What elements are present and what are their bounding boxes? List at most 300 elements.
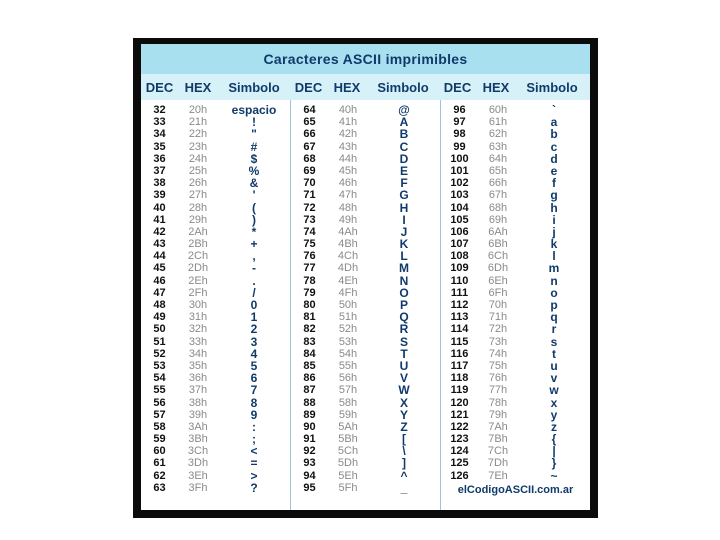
sym-cell: / — [252, 285, 256, 300]
dec-cell: 92 — [303, 445, 316, 458]
hex-cell: 20h — [188, 104, 208, 116]
hex-cell: 52h — [338, 323, 358, 336]
dec-cell: 76 — [303, 250, 316, 263]
hex-cell: 79h — [488, 408, 508, 421]
hex-cell: 40h — [338, 104, 358, 116]
dec-cell: 51 — [153, 335, 166, 348]
sym-cell: O — [399, 285, 409, 300]
hex-cell: 59h — [338, 408, 358, 421]
sym-cell: K — [399, 237, 409, 252]
dec-cell: 74 — [303, 225, 316, 238]
dec-cell: 46 — [153, 274, 166, 287]
hex-cell: 2Eh — [188, 274, 208, 287]
sym-cell: < — [250, 444, 258, 459]
hex-cell: 22h — [188, 128, 208, 141]
sym-cell: b — [550, 127, 558, 142]
dec-cell: 47 — [153, 286, 166, 299]
hex-cell: 31h — [188, 311, 208, 324]
dec-cell: 33 — [153, 116, 166, 129]
sym-cell: N — [399, 273, 409, 288]
hex-cell: 64h — [488, 152, 508, 165]
hex-cell: 36h — [188, 372, 208, 385]
dec-cell: 89 — [303, 408, 316, 421]
hex-cell: 34h — [188, 347, 208, 360]
dec-cell: 53 — [153, 359, 166, 372]
dec-cell: 108 — [450, 250, 469, 263]
dec-cell: 91 — [303, 433, 316, 446]
dec-cell: 117 — [450, 359, 469, 372]
hex-cell: 72h — [488, 323, 508, 336]
hex-cell: 33h — [188, 335, 208, 348]
sym-cell: ^ — [400, 468, 408, 483]
hex-cell: 67h — [488, 189, 508, 202]
sym-cell: F — [400, 176, 408, 191]
sym-cell: o — [550, 285, 558, 300]
dec-cell: 79 — [303, 286, 316, 299]
sym-cell: + — [250, 237, 258, 252]
dec-cell: 45 — [153, 262, 166, 275]
hex-cell: 76h — [488, 372, 508, 385]
sym-cell: V — [399, 371, 408, 386]
sym-cell: , — [252, 249, 256, 264]
header-simbolo: Simbolo — [377, 79, 429, 95]
dec-cell: 34 — [153, 128, 166, 141]
symbol-column — [518, 100, 590, 510]
sym-cell: q — [550, 310, 558, 325]
hex-cell: 45h — [338, 164, 358, 177]
sym-cell: J — [400, 224, 408, 239]
sym-cell: & — [249, 176, 259, 191]
dec-column — [441, 100, 478, 510]
header-simbolo: Simbolo — [526, 79, 578, 95]
sym-cell: * — [251, 224, 257, 239]
hex-cell: 57h — [338, 384, 358, 397]
table-band-1 — [141, 100, 290, 510]
hex-cell: 38h — [188, 396, 208, 409]
sym-cell: } — [551, 456, 557, 471]
hex-cell: 3Fh — [188, 481, 208, 494]
hex-cell: 63h — [488, 140, 508, 153]
dec-cell: 113 — [450, 311, 469, 324]
hex-cell: 68h — [488, 201, 508, 214]
sym-cell: 1 — [250, 310, 258, 325]
hex-column — [478, 100, 518, 510]
sym-cell: a — [550, 115, 558, 130]
sym-cell: $ — [250, 151, 258, 166]
dec-cell: 50 — [153, 323, 166, 336]
dec-cell: 126 — [450, 469, 469, 482]
dec-cell: 83 — [303, 335, 316, 348]
hex-cell: 49h — [338, 213, 358, 226]
sym-cell: . — [252, 273, 256, 288]
sym-cell: j — [552, 224, 556, 239]
hex-cell: 37h — [188, 384, 208, 397]
sym-cell: @ — [398, 103, 410, 117]
sym-cell: 8 — [250, 395, 258, 410]
hex-cell: 61h — [488, 116, 508, 129]
column-header-row — [141, 74, 590, 100]
dec-cell: 32 — [153, 104, 166, 116]
sym-cell: ' — [252, 188, 256, 203]
sym-cell: k — [550, 237, 558, 252]
hex-cell: 4Dh — [337, 262, 359, 275]
dec-cell: 68 — [303, 152, 316, 165]
dec-cell: 104 — [450, 201, 469, 214]
hex-cell: 25h — [188, 164, 208, 177]
sym-cell: r — [551, 322, 557, 337]
sym-cell: v — [550, 371, 558, 386]
sym-cell: ? — [250, 480, 258, 495]
dec-cell: 70 — [303, 177, 316, 190]
hex-cell: 46h — [338, 177, 358, 190]
hex-cell: 4Eh — [338, 274, 358, 287]
dec-cell: 64 — [303, 104, 316, 116]
dec-cell: 82 — [303, 323, 316, 336]
sym-cell: H — [399, 200, 409, 215]
sym-cell: = — [250, 456, 258, 471]
hex-cell: 2Ch — [187, 250, 209, 263]
hex-cell: 7Ah — [488, 420, 508, 433]
sym-cell: \ — [402, 444, 406, 459]
hex-cell: 35h — [188, 359, 208, 372]
sym-cell: i — [552, 212, 556, 227]
hex-cell: 5Eh — [338, 469, 358, 482]
dec-cell: 87 — [303, 384, 316, 397]
dec-cell: 85 — [303, 359, 316, 372]
sym-cell: : — [252, 419, 256, 434]
dec-cell: 41 — [153, 213, 166, 226]
dec-cell: 95 — [303, 481, 316, 494]
sym-cell: U — [399, 358, 409, 373]
dec-cell: 58 — [153, 420, 166, 433]
header-dec: DEC — [145, 79, 174, 95]
hex-cell: 71h — [488, 311, 508, 324]
hex-cell: 7Eh — [488, 469, 508, 482]
sym-cell: 7 — [250, 383, 258, 398]
sym-cell: - — [252, 261, 256, 276]
sym-cell: % — [248, 163, 260, 178]
dec-cell: 121 — [450, 408, 469, 421]
dec-cell: 93 — [303, 457, 316, 470]
sym-cell: ( — [252, 200, 256, 215]
dec-cell: 94 — [303, 469, 316, 482]
dec-cell: 102 — [450, 177, 469, 190]
hex-cell: 69h — [488, 213, 508, 226]
dec-cell: 55 — [153, 384, 166, 397]
dec-cell: 63 — [153, 481, 166, 494]
hex-cell: 51h — [338, 311, 358, 324]
dec-cell: 88 — [303, 396, 316, 409]
hex-cell: 5Bh — [338, 433, 358, 446]
hex-cell: 23h — [188, 140, 208, 153]
symbol-column — [368, 100, 440, 510]
hex-cell: 39h — [188, 408, 208, 421]
dec-cell: 39 — [153, 189, 166, 202]
sym-cell: G — [399, 188, 409, 203]
dec-cell: 107 — [450, 238, 469, 251]
dec-cell: 110 — [450, 274, 469, 287]
header-hex: HEX — [333, 79, 361, 95]
dec-cell: 80 — [303, 299, 316, 311]
sym-cell: s — [550, 334, 558, 349]
dec-cell: 112 — [450, 299, 469, 311]
dec-cell: 52 — [153, 347, 166, 360]
sym-cell: 0 — [250, 298, 258, 312]
dec-cell: 101 — [450, 164, 469, 177]
sym-cell: u — [550, 358, 558, 373]
dec-cell: 49 — [153, 311, 166, 324]
sym-cell: X — [399, 395, 408, 410]
hex-cell: 2Dh — [187, 262, 209, 275]
hex-cell: 3Ah — [188, 420, 208, 433]
dec-cell: 84 — [303, 347, 316, 360]
sym-cell: d — [550, 151, 558, 166]
sym-cell: espacio — [231, 103, 277, 117]
sym-cell: ; — [252, 432, 256, 447]
header-simbolo: Simbolo — [228, 79, 280, 95]
dec-cell: 81 — [303, 311, 316, 324]
dec-cell: 119 — [450, 384, 469, 397]
hex-cell: 77h — [488, 384, 508, 397]
sym-cell: w — [549, 383, 559, 398]
sym-cell: e — [550, 163, 558, 178]
hex-cell: 74h — [488, 347, 508, 360]
sym-cell: B — [399, 127, 409, 142]
sym-cell: ) — [252, 212, 256, 227]
sym-cell: P — [399, 298, 408, 312]
dec-cell: 86 — [303, 372, 316, 385]
dec-cell: 59 — [153, 433, 166, 446]
sym-cell: L — [400, 249, 408, 264]
dec-cell: 100 — [450, 152, 469, 165]
dec-cell: 106 — [450, 225, 469, 238]
dec-cell: 125 — [450, 457, 469, 470]
hex-cell: 41h — [338, 116, 358, 129]
dec-cell: 77 — [303, 262, 316, 275]
dec-cell: 123 — [450, 433, 469, 446]
dec-column — [291, 100, 328, 510]
hex-cell: 5Ch — [337, 445, 359, 458]
sym-cell: ` — [552, 103, 556, 117]
hex-cell: 53h — [338, 335, 358, 348]
hex-cell: 5Ah — [338, 420, 358, 433]
sym-cell: Y — [399, 407, 408, 422]
sym-cell: 4 — [250, 346, 258, 361]
hex-cell: 42h — [338, 128, 358, 141]
table-band-2 — [290, 100, 440, 510]
hex-cell: 7Bh — [488, 433, 508, 446]
sym-cell: ~ — [550, 468, 558, 483]
ascii-table-card — [141, 44, 590, 510]
hex-column — [178, 100, 218, 510]
dec-cell: 115 — [450, 335, 469, 348]
hex-cell: 58h — [338, 396, 358, 409]
sym-cell: x — [550, 395, 558, 410]
hex-cell: 26h — [188, 177, 208, 190]
hex-cell: 78h — [488, 396, 508, 409]
hex-cell: 6Fh — [488, 286, 508, 299]
dec-cell: 124 — [450, 445, 469, 458]
hex-cell: 6Bh — [488, 238, 508, 251]
hex-cell: 48h — [338, 201, 358, 214]
dec-cell: 73 — [303, 213, 316, 226]
hex-cell: 4Ch — [337, 250, 359, 263]
hex-cell: 6Ah — [488, 225, 508, 238]
hex-cell: 55h — [338, 359, 358, 372]
table-title: Caracteres ASCII imprimibles — [141, 44, 590, 74]
dec-cell: 60 — [153, 445, 166, 458]
hex-cell: 5Fh — [338, 481, 358, 494]
sym-cell: ] — [402, 456, 406, 471]
hex-cell: 27h — [188, 189, 208, 202]
dec-cell: 111 — [450, 286, 469, 299]
slide-frame — [133, 38, 598, 518]
dec-cell: 35 — [153, 140, 166, 153]
hex-cell: 73h — [488, 335, 508, 348]
hex-column — [328, 100, 368, 510]
dec-cell: 43 — [153, 238, 166, 251]
hex-cell: 6Ch — [487, 250, 509, 263]
sym-cell: m — [548, 261, 560, 276]
sym-cell: > — [250, 468, 258, 483]
hex-cell: 7Dh — [487, 457, 509, 470]
sym-cell: # — [250, 139, 258, 154]
sym-cell: [ — [402, 432, 406, 447]
dec-cell: 99 — [453, 140, 466, 153]
sym-cell: A — [399, 115, 409, 130]
sym-cell: g — [550, 188, 558, 203]
hex-cell: 21h — [188, 116, 208, 129]
header-dec: DEC — [443, 79, 472, 95]
dec-cell: 78 — [303, 274, 316, 287]
sym-cell: Z — [400, 419, 408, 434]
symbol-column — [218, 100, 290, 510]
sym-cell: T — [400, 346, 408, 361]
hex-cell: 56h — [338, 372, 358, 385]
sym-cell: 6 — [250, 371, 258, 386]
sym-cell: 5 — [250, 358, 258, 373]
sym-cell: R — [399, 322, 409, 337]
dec-cell: 61 — [153, 457, 166, 470]
dec-column — [141, 100, 178, 510]
hex-cell: 2Bh — [188, 238, 208, 251]
table-body — [141, 100, 590, 510]
dec-cell: 72 — [303, 201, 316, 214]
dec-cell: 75 — [303, 238, 316, 251]
dec-cell: 105 — [450, 213, 469, 226]
hex-cell: 66h — [488, 177, 508, 190]
hex-cell: 7Ch — [487, 445, 509, 458]
sym-cell: E — [399, 163, 408, 178]
hex-cell: 32h — [188, 323, 208, 336]
sym-cell: M — [399, 261, 409, 276]
dec-cell: 98 — [453, 128, 466, 141]
sym-cell: n — [550, 273, 558, 288]
dec-cell: 65 — [303, 116, 316, 129]
dec-cell: 120 — [450, 396, 469, 409]
dec-cell: 90 — [303, 420, 316, 433]
dec-cell: 54 — [153, 372, 166, 385]
hex-cell: 4Fh — [338, 286, 358, 299]
table-band-3 — [440, 100, 590, 510]
dec-cell: 69 — [303, 164, 316, 177]
hex-cell: 6Eh — [488, 274, 508, 287]
header-hex: HEX — [482, 79, 510, 95]
dec-cell: 97 — [453, 116, 466, 129]
hex-cell: 2Ah — [188, 225, 208, 238]
hex-cell: 50h — [338, 299, 358, 311]
sym-cell: z — [551, 419, 557, 434]
sym-cell: | — [552, 444, 556, 459]
sym-cell: _ — [400, 480, 408, 495]
hex-cell: 43h — [338, 140, 358, 153]
hex-cell: 4Ah — [338, 225, 358, 238]
dec-cell: 38 — [153, 177, 166, 190]
hex-cell: 29h — [188, 213, 208, 226]
dec-cell: 66 — [303, 128, 316, 141]
hex-cell: 54h — [338, 347, 358, 360]
dec-cell: 114 — [450, 323, 469, 336]
sym-cell: 2 — [250, 322, 258, 337]
dec-cell: 62 — [153, 469, 166, 482]
dec-cell: 118 — [450, 372, 469, 385]
dec-cell: 56 — [153, 396, 166, 409]
sym-cell: t — [552, 346, 556, 361]
hex-cell: 47h — [338, 189, 358, 202]
sym-cell: " — [251, 127, 257, 142]
header-hex: HEX — [184, 79, 212, 95]
sym-cell: c — [550, 139, 558, 154]
hex-cell: 65h — [488, 164, 508, 177]
sym-cell: I — [402, 212, 406, 227]
dec-cell: 40 — [153, 201, 166, 214]
dec-cell: 57 — [153, 408, 166, 421]
sym-cell: 9 — [250, 407, 258, 422]
dec-cell: 96 — [453, 104, 466, 116]
hex-cell: 3Eh — [188, 469, 208, 482]
hex-cell: 24h — [188, 152, 208, 165]
dec-cell: 67 — [303, 140, 316, 153]
hex-cell: 3Bh — [188, 433, 208, 446]
dec-cell: 116 — [450, 347, 469, 360]
hex-cell: 62h — [488, 128, 508, 141]
source-link[interactable]: elCodigoASCII.com.ar — [457, 484, 574, 496]
hex-cell: 3Ch — [187, 445, 209, 458]
sym-cell: Q — [399, 310, 409, 325]
dec-cell: 37 — [153, 164, 166, 177]
dec-cell: 103 — [450, 189, 469, 202]
sym-cell: S — [399, 334, 408, 349]
sym-cell: p — [550, 298, 558, 312]
hex-cell: 6Dh — [487, 262, 509, 275]
dec-cell: 122 — [450, 420, 469, 433]
hex-cell: 5Dh — [337, 457, 359, 470]
dec-cell: 42 — [153, 225, 166, 238]
dec-cell: 36 — [153, 152, 166, 165]
sym-cell: f — [552, 176, 556, 191]
sym-cell: W — [398, 383, 410, 398]
hex-cell: 75h — [488, 359, 508, 372]
hex-cell: 28h — [188, 201, 208, 214]
dec-cell: 71 — [303, 189, 316, 202]
hex-cell: 60h — [488, 104, 508, 116]
hex-cell: 3Dh — [187, 457, 209, 470]
dec-cell: 44 — [153, 250, 166, 263]
sym-cell: 3 — [250, 334, 258, 349]
hex-cell: 2Fh — [188, 286, 208, 299]
hex-cell: 44h — [338, 152, 358, 165]
sym-cell: D — [399, 151, 409, 166]
